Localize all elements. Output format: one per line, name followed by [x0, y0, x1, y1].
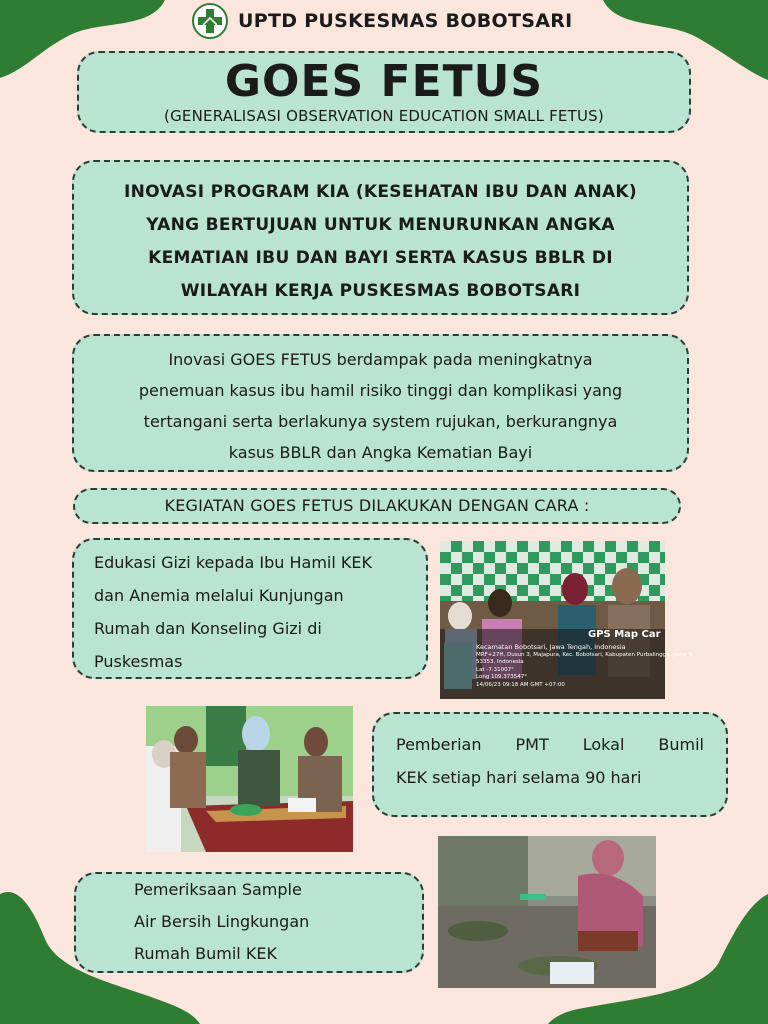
photo-water-sample: [438, 836, 656, 988]
photo-water-sample-image: [438, 836, 656, 988]
header: [192, 2, 573, 40]
gps-line: Kecamatan Bobotsari, Jawa Tengah, Indonesia: [476, 643, 626, 651]
impact-line: tertangani serta berlakunya system rujukan, berkurangnya: [143, 412, 618, 431]
health-cross-logo-icon: [192, 3, 228, 39]
intro-line: YANG BERTUJUAN UNTUK MENURUNKAN ANGKA: [146, 215, 615, 235]
activities-heading: KEGIATAN GOES FETUS DILAKUKAN DENGAN CARA :: [164, 496, 590, 515]
intro-line: WILAYAH KERJA PUSKESMAS BOBOTSARI: [180, 281, 581, 301]
intro-line: KEMATIAN IBU DAN BAYI SERTA KASUS BBLR DI: [148, 248, 613, 268]
activity-box-1: [72, 538, 428, 679]
impact-line: Inovasi GOES FETUS berdampak pada meningkatnya: [168, 350, 593, 369]
gps-overlay: [476, 643, 694, 689]
impact-line: penemuan kasus ibu hamil risiko tinggi dan komplikasi yang: [138, 381, 623, 400]
gps-line: 14/06/23 09:18 AM GMT +07:00: [476, 681, 565, 688]
activity-box-3: [74, 872, 424, 973]
title-box: [77, 51, 691, 133]
impact-box: [72, 334, 689, 472]
impact-line: kasus BBLR dan Angka Kematian Bayi: [228, 443, 533, 462]
activity-line: Air Bersih Lingkungan: [134, 912, 310, 931]
gps-line: 53353, Indonesia: [476, 659, 524, 665]
activity-line: Edukasi Gizi kepada Ibu Hamil KEK: [94, 553, 372, 572]
activity-line: KEK setiap hari selama 90 hari: [396, 768, 642, 787]
gps-title: GPS Map Car: [588, 629, 661, 640]
activity-line: dan Anemia melalui Kunjungan: [94, 586, 344, 605]
activities-heading-box: [73, 488, 681, 524]
activity-line: Pemberian PMT Lokal Bumil: [396, 735, 704, 754]
activity-line: Pemeriksaan Sample: [134, 880, 302, 899]
photo-home-visit: [440, 541, 694, 699]
activity-line: Puskesmas: [94, 652, 183, 671]
activity-line: Rumah dan Konseling Gizi di: [94, 619, 322, 638]
gps-line: Long 109.373547°: [476, 674, 528, 680]
activity-line: Rumah Bumil KEK: [134, 944, 277, 963]
intro-line: INOVASI PROGRAM KIA (KESEHATAN IBU DAN ANAK): [124, 182, 637, 202]
page-subtitle: (GENERALISASI OBSERVATION EDUCATION SMALL FETUS): [164, 107, 604, 125]
gps-line: Lat -7.31007°: [476, 666, 514, 673]
org-name: UPTD PUSKESMAS BOBOTSARI: [238, 10, 573, 32]
gps-line: MRF+27H, Dusun 3, Majapura, Kec. Bobotsari, Kabupaten Purbalingga, Jawa Te: [476, 651, 694, 658]
intro-box: [72, 160, 689, 315]
page-title: GOES FETUS: [224, 56, 544, 107]
photo-pmt-distribution-image: [146, 706, 353, 852]
photo-pmt-distribution: [146, 706, 353, 852]
activity-box-2: [372, 712, 728, 817]
